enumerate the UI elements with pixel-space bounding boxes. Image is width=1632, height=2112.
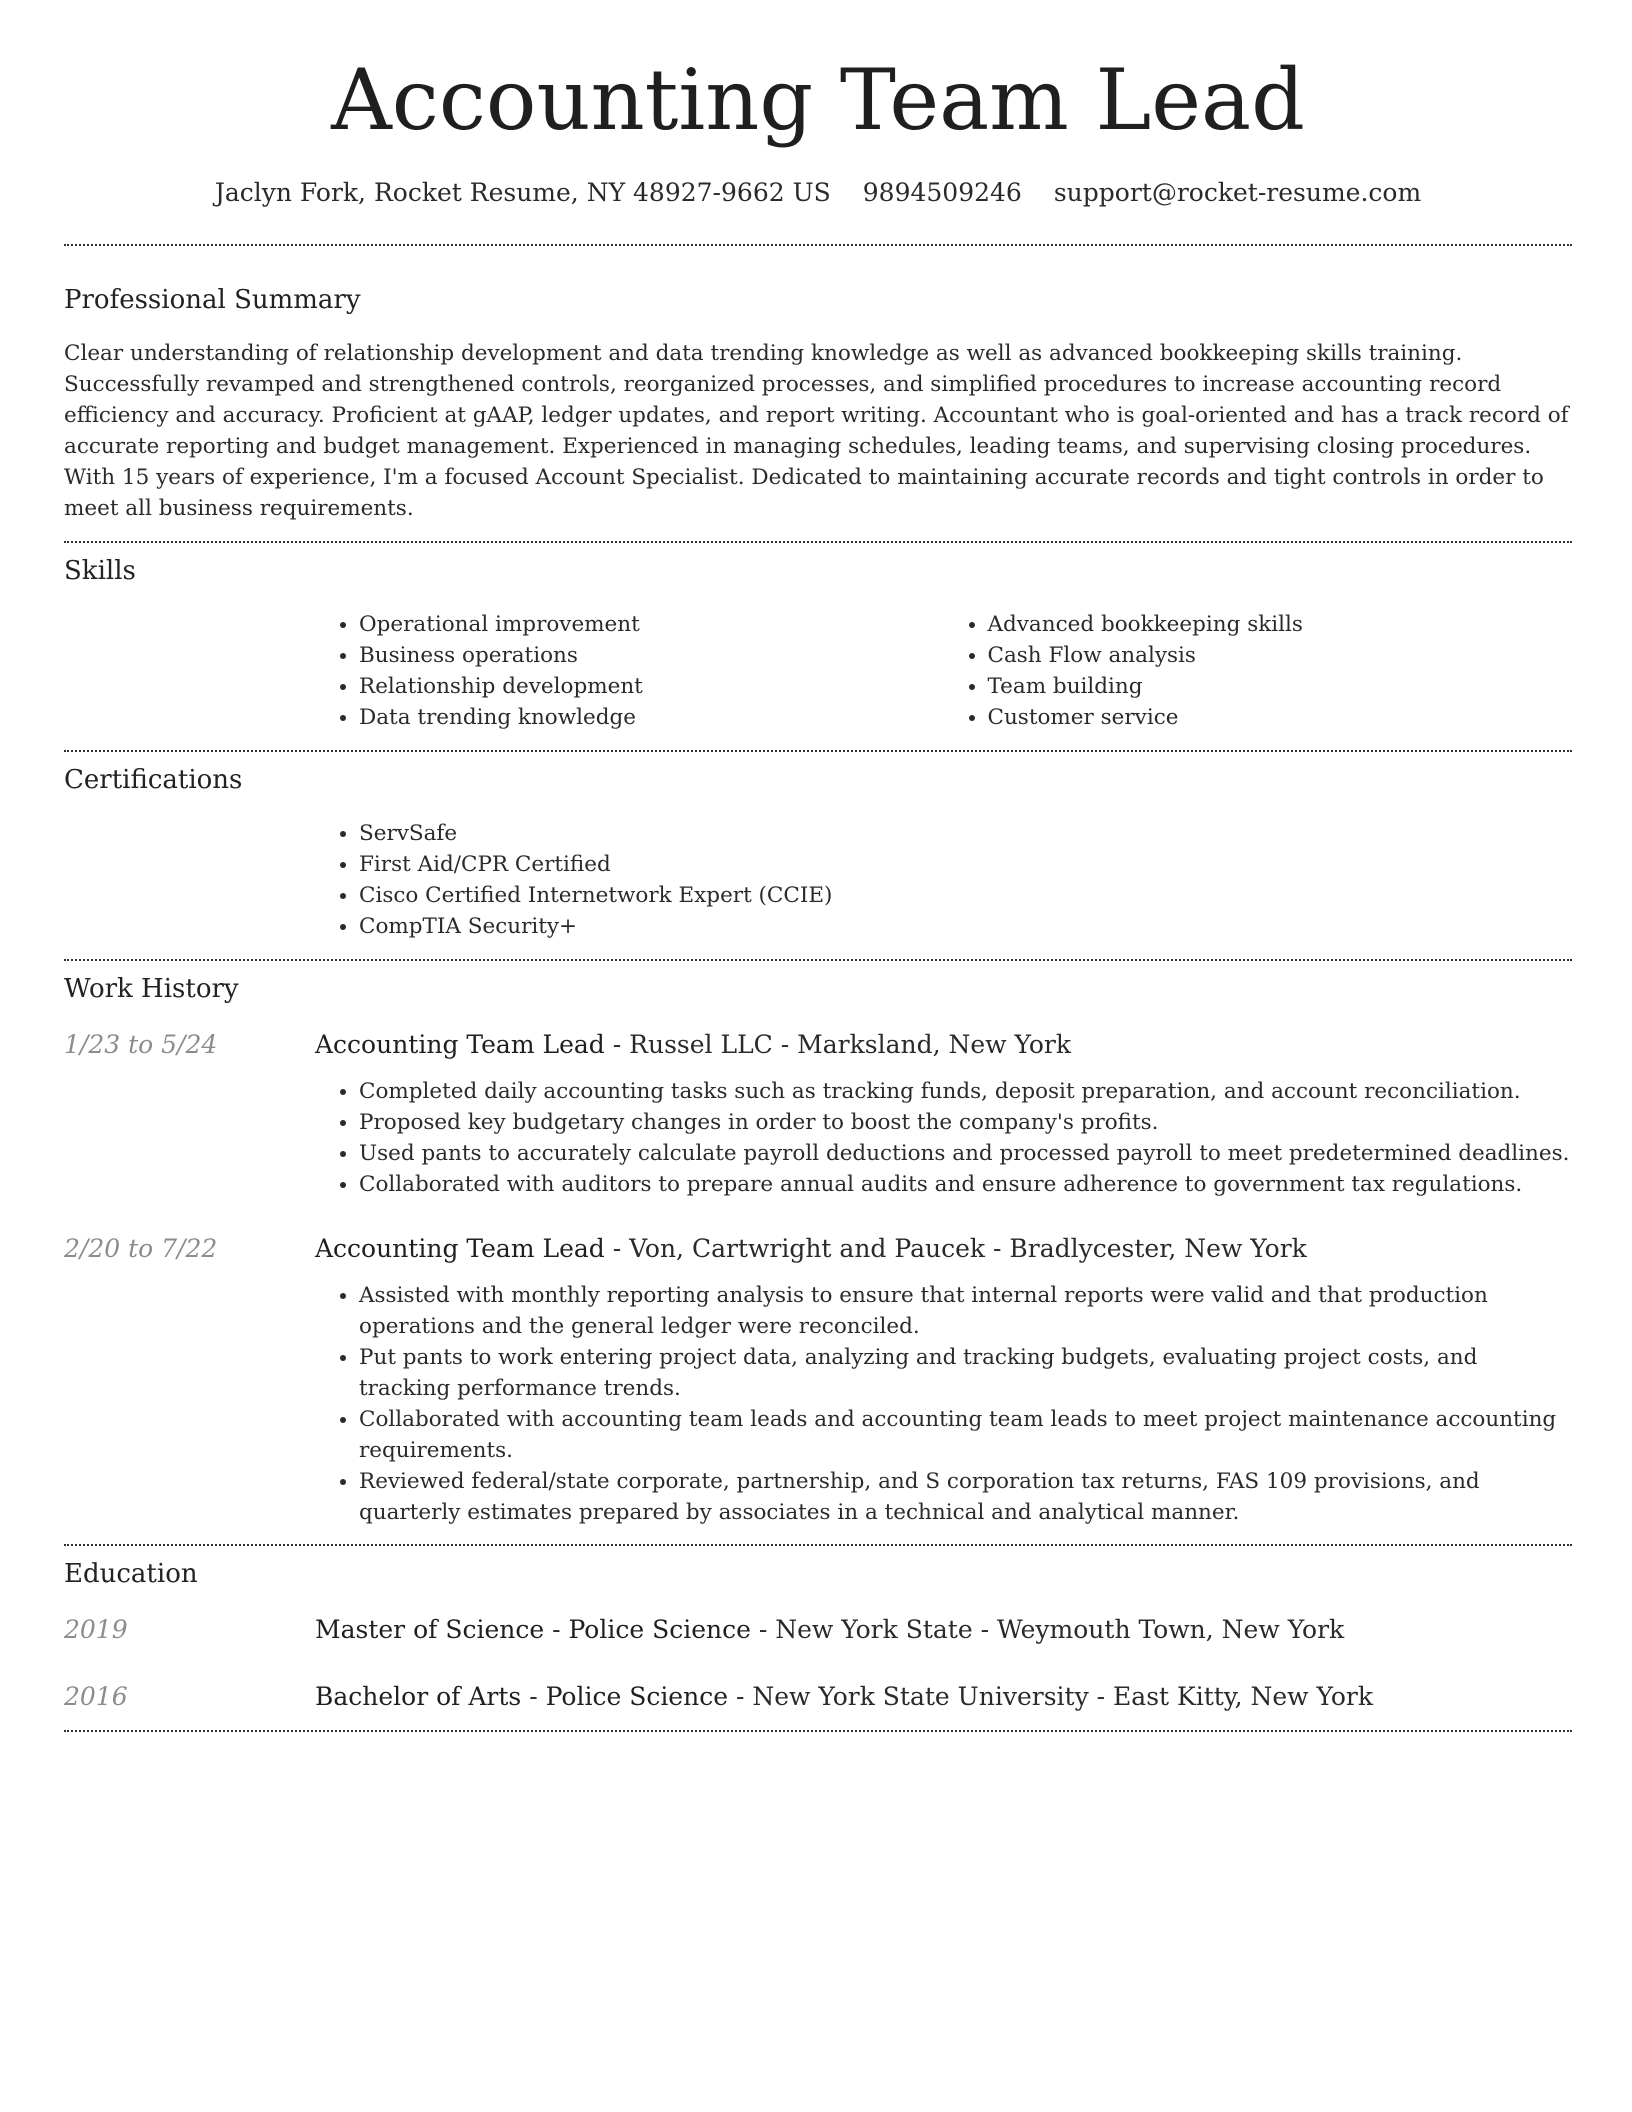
separator: - — [604, 1234, 630, 1263]
divider — [64, 1730, 1572, 1732]
field: Police Science — [545, 1682, 729, 1711]
section-title-education: Education — [64, 1559, 198, 1589]
resume-title: Accounting Team Lead — [331, 51, 1305, 149]
job-entry — [64, 1232, 1572, 1528]
section-title-skills: Skills — [64, 556, 136, 586]
school: New York State University — [752, 1682, 1089, 1711]
education-heading — [315, 1680, 1373, 1714]
skills-columns — [315, 609, 1572, 733]
list-item: • CompTIA Security+ — [359, 911, 1572, 942]
list-item: • Data trending knowledge — [359, 702, 944, 733]
separator: - — [544, 1615, 569, 1644]
certifications-list — [315, 818, 1572, 942]
resume-page — [64, 0, 1572, 1732]
education-entry — [64, 1613, 1572, 1647]
education-year: 2019 — [64, 1615, 128, 1644]
job-title: Accounting Team Lead — [315, 1030, 605, 1059]
job-dates: 1/23 to 5/24 — [64, 1030, 218, 1059]
list-item: • Proposed key budgetary changes in order to boost the company's profits. — [359, 1107, 1572, 1138]
list-item: • Business operations — [359, 640, 944, 671]
list-item: • First Aid/CPR Certified — [359, 849, 1572, 880]
education-heading — [315, 1613, 1344, 1647]
contact-line — [64, 176, 1572, 210]
list-item: • Operational improvement — [359, 609, 944, 640]
list-item: • Assisted with monthly reporting analysis to ensure that internal reports were valid and that production operations and the general ledger were reconciled. — [359, 1280, 1572, 1342]
section-title-work: Work History — [64, 974, 239, 1004]
phone: 9894509246 — [862, 178, 1022, 207]
field: Police Science — [568, 1615, 751, 1644]
list-item: • Completed daily accounting tasks such as tracking funds, deposit preparation, and account reconciliation. — [359, 1076, 1572, 1107]
education-year: 2016 — [64, 1682, 128, 1711]
school-location: East Kitty, New York — [1113, 1682, 1373, 1711]
job-dates: 2/20 to 7/22 — [64, 1234, 218, 1263]
job-company: Russel LLC — [629, 1030, 773, 1059]
list-item: • Reviewed federal/state corporate, partnership, and S corporation tax returns, FAS 109 provisions, and quarterly estimates prepared by associates in a technical and analytical manner. — [359, 1466, 1572, 1528]
job-location: Marksland, New York — [797, 1030, 1071, 1059]
job-bullets — [315, 1280, 1572, 1528]
summary-text: Clear understanding of relationship development and data trending knowledge as well as advanced bookkeeping skills training. Successfully revamped and strengthened controls, reorganized processes, and simplified procedures to increase accounting record efficiency and accuracy. Proficient at gAAP, ledger updates, and report writing. Accountant who is goal-oriented and has a track record of accurate reporting and budget management. Experienced in managing schedules, leading teams, and supervising closing procedures. With 15 years of experience, I'm a focused Account Specialist. Dedicated to maintaining accurate records and tight controls in order to meet all business requirements. — [64, 341, 1569, 521]
list-item: • Advanced bookkeeping skills — [988, 609, 1573, 640]
email: support@rocket-resume.com — [1053, 178, 1422, 207]
skills-list-right — [944, 609, 1573, 733]
summary-section — [64, 246, 1572, 524]
list-item: • Used pants to accurately calculate payroll deductions and processed payroll to meet predetermined deadlines. — [359, 1138, 1572, 1169]
job-entry — [64, 1028, 1572, 1200]
list-item: • Relationship development — [359, 671, 944, 702]
education-entry — [64, 1680, 1572, 1714]
separator: - — [1088, 1682, 1114, 1711]
list-item: • ServSafe — [359, 818, 1572, 849]
list-item: • Collaborated with auditors to prepare annual audits and ensure adherence to government tax regulations. — [359, 1169, 1572, 1200]
job-company: Von, Cartwright and Paucek — [629, 1234, 986, 1263]
address: Jaclyn Fork, Rocket Resume, NY 48927-9662 US — [214, 178, 831, 207]
separator: - — [772, 1030, 798, 1059]
work-section — [64, 961, 1572, 1528]
skills-section — [64, 543, 1572, 733]
list-item: • Cisco Certified Internetwork Expert (CCIE) — [359, 880, 1572, 911]
degree: Master of Science — [315, 1615, 545, 1644]
school-location: Weymouth Town, New York — [996, 1615, 1345, 1644]
list-item: • Collaborated with accounting team leads and accounting team leads to meet project maintenance accounting requirements. — [359, 1404, 1572, 1466]
degree: Bachelor of Arts — [315, 1682, 522, 1711]
job-heading — [315, 1028, 1071, 1062]
section-title-certifications: Certifications — [64, 765, 243, 795]
section-title-summary: Professional Summary — [64, 285, 361, 315]
list-item: • Team building — [988, 671, 1573, 702]
education-section — [64, 1546, 1572, 1714]
separator: - — [521, 1682, 546, 1711]
separator: - — [750, 1615, 776, 1644]
school: New York State — [775, 1615, 973, 1644]
separator: - — [604, 1030, 630, 1059]
job-title: Accounting Team Lead — [315, 1234, 605, 1263]
list-item: • Put pants to work entering project data, analyzing and tracking budgets, evaluating project costs, and tracking performance trends. — [359, 1342, 1572, 1404]
list-item: • Customer service — [988, 702, 1573, 733]
job-heading — [315, 1232, 1307, 1266]
job-location: Bradlycester, New York — [1009, 1234, 1307, 1263]
separator: - — [985, 1234, 1010, 1263]
job-bullets — [315, 1076, 1572, 1200]
skills-list-left — [315, 609, 944, 733]
certifications-section — [64, 752, 1572, 942]
list-item: • Cash Flow analysis — [988, 640, 1573, 671]
separator: - — [972, 1615, 997, 1644]
separator: - — [728, 1682, 753, 1711]
